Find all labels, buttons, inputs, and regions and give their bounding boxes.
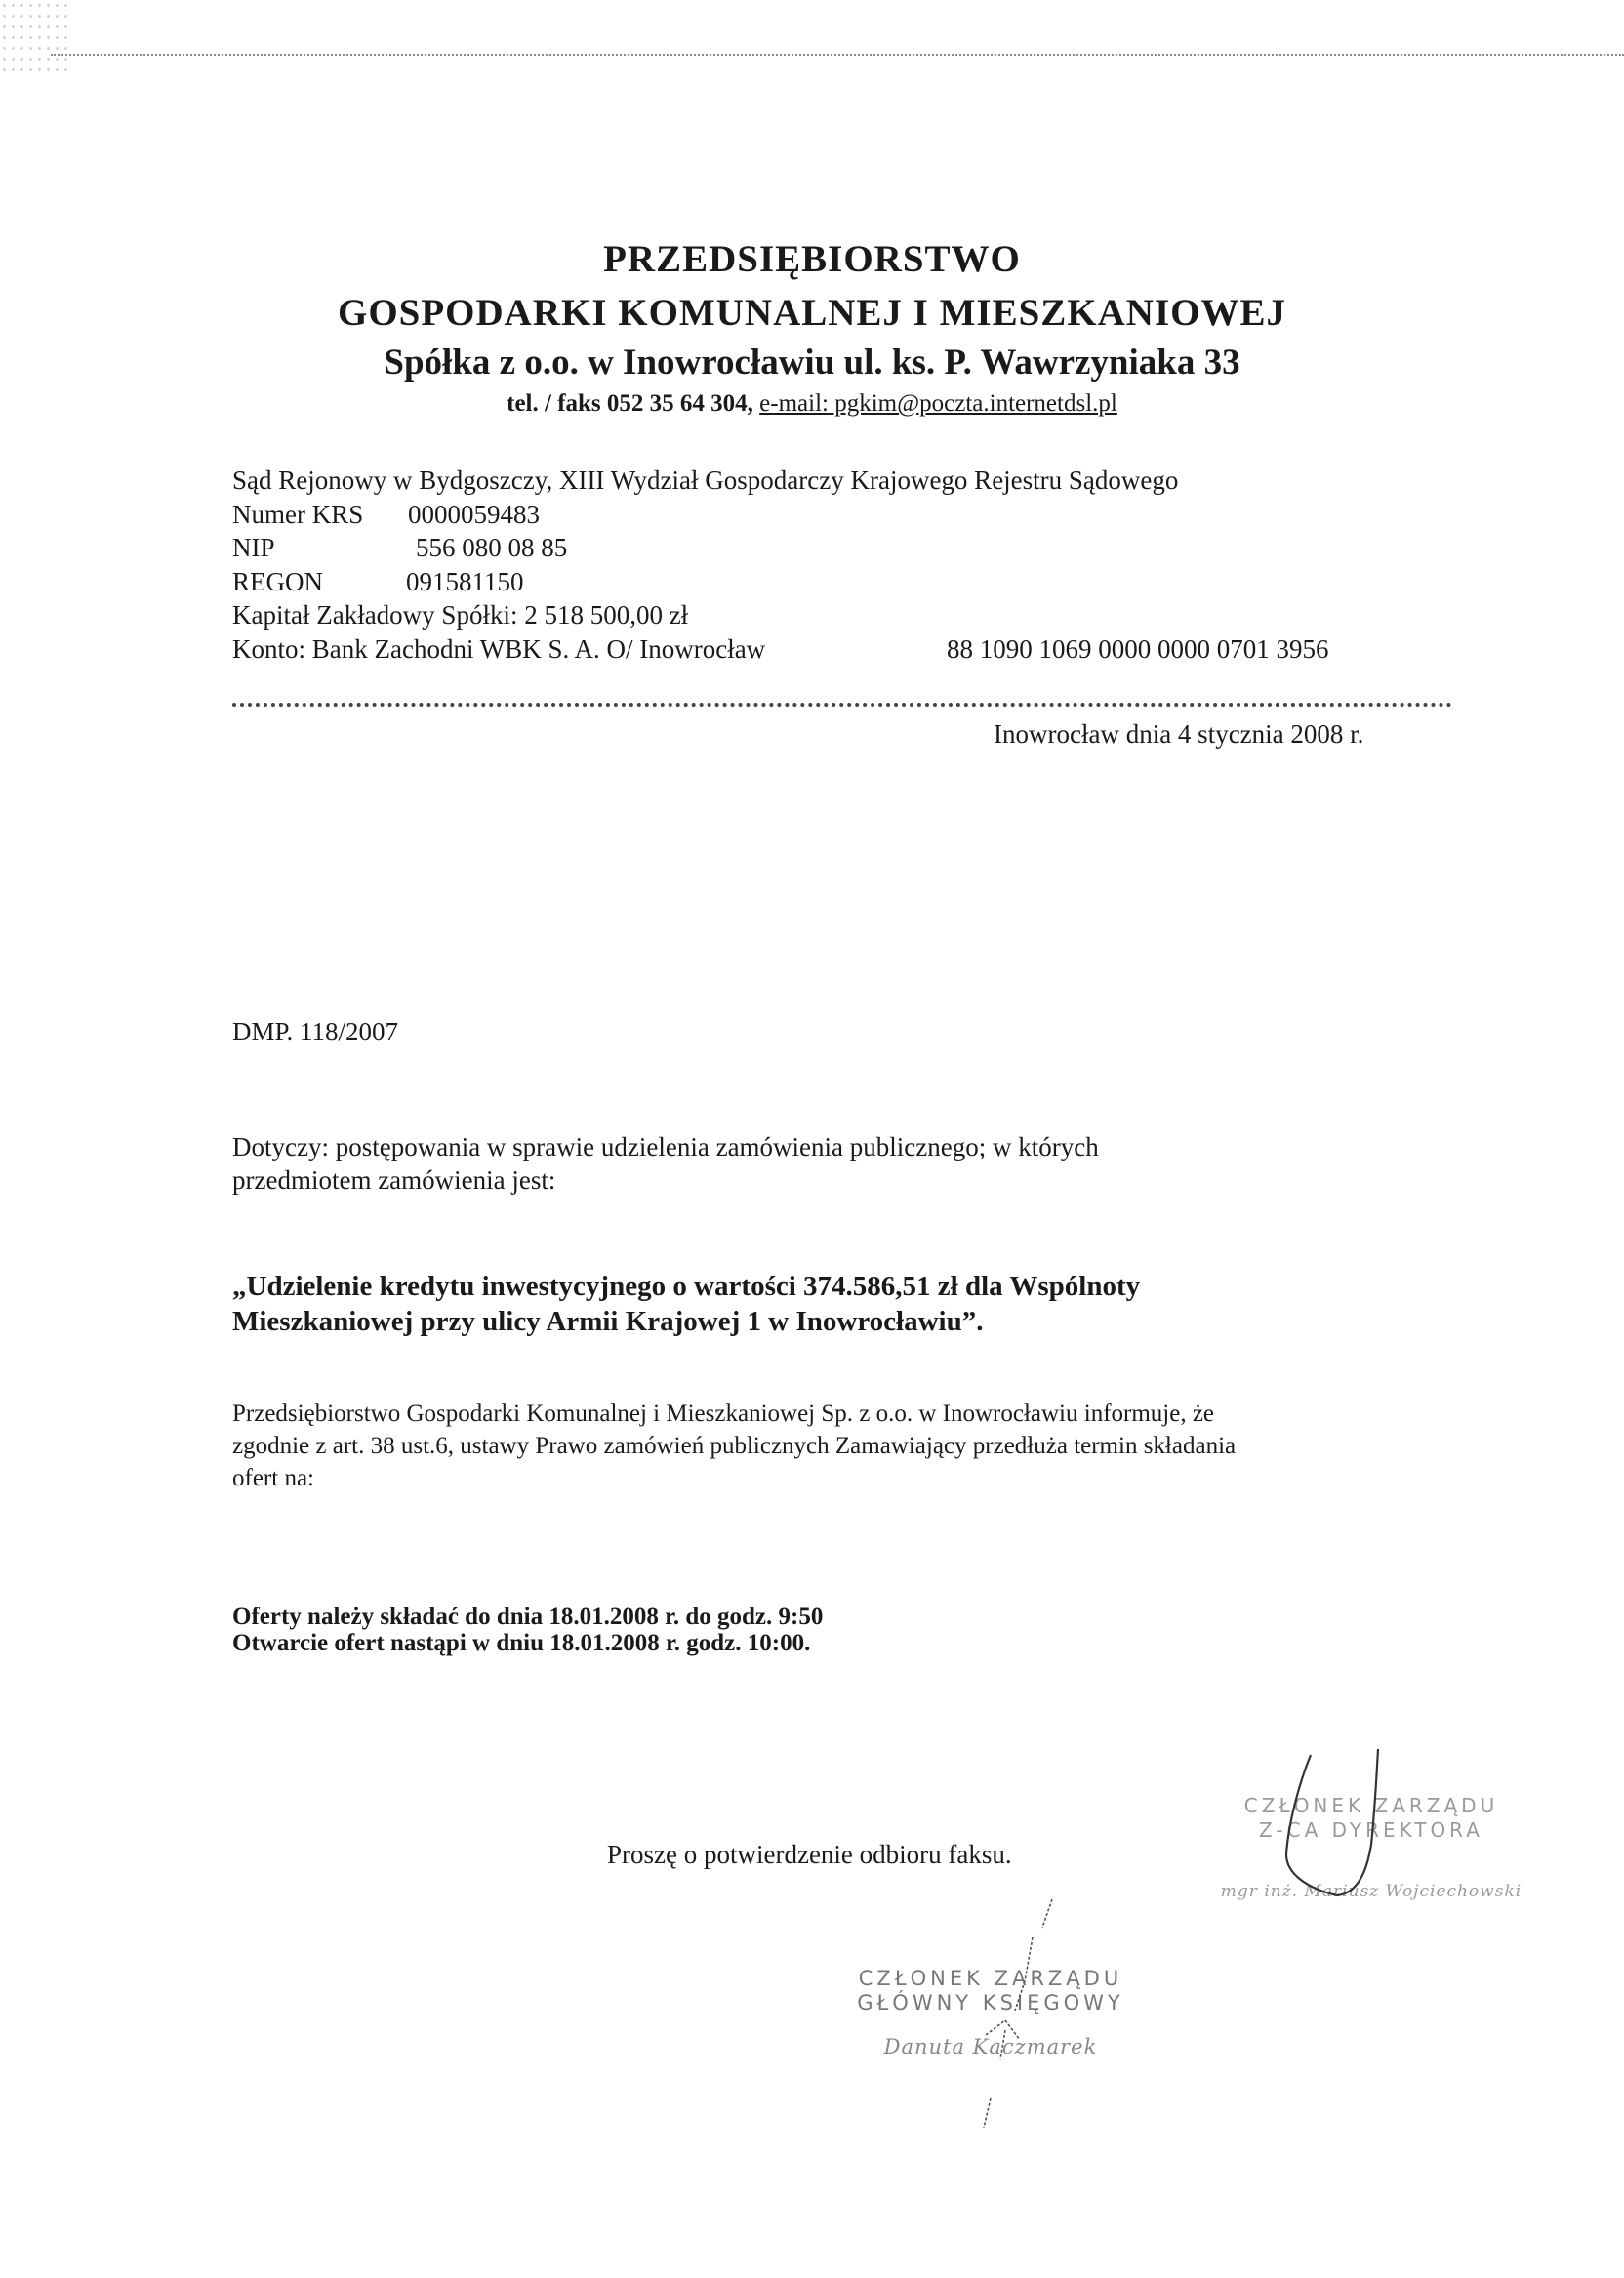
account-label: Konto: Bank Zachodni WBK S. A. O/ Inowrocław <box>232 633 766 664</box>
info-line: zgodnie z art. 38 ust.6, ustawy Prawo zamówień publicznych Zamawiający przedłuża termin składania <box>232 1433 1237 1459</box>
regon-label: REGON <box>232 566 323 596</box>
company-name-line2: GOSPODARKI KOMUNALNEJ I MIESZKANIOWEJ <box>337 292 1286 334</box>
regon-value: 091581150 <box>406 566 524 596</box>
regarding-line: przedmiotem zamówienia jest: <box>232 1165 556 1195</box>
nip-label: NIP <box>232 533 275 562</box>
regarding-paragraph <box>232 1130 1355 1197</box>
deadline-terms <box>232 1604 823 1656</box>
info-line: Przedsiębiorstwo Gospodarki Komunalnej i Mieszkaniowej Sp. z o.o. w Inowrocławiu informuje, że <box>232 1401 1215 1427</box>
regarding-line: Dotyczy: postępowania w sprawie udzielenia zamówienia publicznego; w których <box>232 1132 1099 1161</box>
email-link[interactable]: e-mail: pgkim@poczta.internetdsl.pl <box>759 390 1117 417</box>
opening-deadline: Otwarcie ofert nastąpi w dniu 18.01.2008 r. godz. 10:00. <box>232 1630 811 1656</box>
information-paragraph <box>232 1398 1491 1494</box>
fax-header-line <box>51 54 1624 56</box>
stamp-line: CZŁONEK ZARZĄDU <box>858 1967 1123 1990</box>
registration-details <box>232 464 1329 666</box>
stamp-chief-accountant <box>830 1967 1152 2059</box>
company-address: Spółka z o.o. w Inowrocławiu ul. ks. P. Wawrzyniaka 33 <box>384 343 1240 383</box>
krs-value: 0000059483 <box>408 499 540 529</box>
document-date: Inowrocław dnia 4 stycznia 2008 r. <box>994 719 1364 749</box>
contract-subject <box>232 1269 1403 1339</box>
stamp-signatory-name: Danuta Kaczmarek <box>883 2035 1098 2058</box>
stamp-signatory-name: mgr inż. Mariusz Wojciechowski <box>1220 1882 1522 1901</box>
court-line: Sąd Rejonowy w Bydgoszczy, XIII Wydział Gospodarczy Krajowego Rejestru Sądowego <box>232 466 1179 495</box>
subject-line: „Udzielenie kredytu inwestycyjnego o wartości 374.586,51 zł dla Wspólnoty <box>232 1271 1141 1302</box>
stamp-deputy-director <box>1210 1794 1532 1904</box>
scan-noise <box>0 0 68 78</box>
reference-number: DMP. 118/2007 <box>232 1017 399 1046</box>
regon-row <box>232 565 1329 599</box>
account-row <box>232 632 1329 667</box>
krs-label: Numer KRS <box>232 499 364 529</box>
stamp-line: GŁÓWNY KSIĘGOWY <box>857 1991 1124 2014</box>
submission-deadline: Oferty należy składać do dnia 18.01.2008 r. do godz. 9:50 <box>232 1604 824 1630</box>
company-contact <box>0 390 1624 418</box>
nip-value: 556 080 08 85 <box>416 533 568 562</box>
stamp-line: CZŁONEK ZARZĄDU <box>1243 1794 1499 1817</box>
subject-line: Mieszkaniowej przy ulicy Armii Krajowej 1 w Inowrocławiu”. <box>232 1306 984 1337</box>
nip-row <box>232 531 1329 565</box>
phone-fax: tel. / faks 052 35 64 304, <box>507 390 753 417</box>
stamp-line: Z-CA DYREKTORA <box>1259 1818 1483 1842</box>
krs-row <box>232 498 1329 532</box>
info-line: ofert na: <box>232 1465 314 1491</box>
separator-dotted <box>232 703 1452 707</box>
fax-confirmation-request: Proszę o potwierdzenie odbioru faksu. <box>607 1840 1012 1869</box>
account-number: 88 1090 1069 0000 0000 0701 3956 <box>947 633 1329 664</box>
company-name-line1: PRZEDSIĘBIORSTWO <box>603 238 1021 280</box>
capital-line: Kapitał Zakładowy Spółki: 2 518 500,00 zł <box>232 600 689 630</box>
